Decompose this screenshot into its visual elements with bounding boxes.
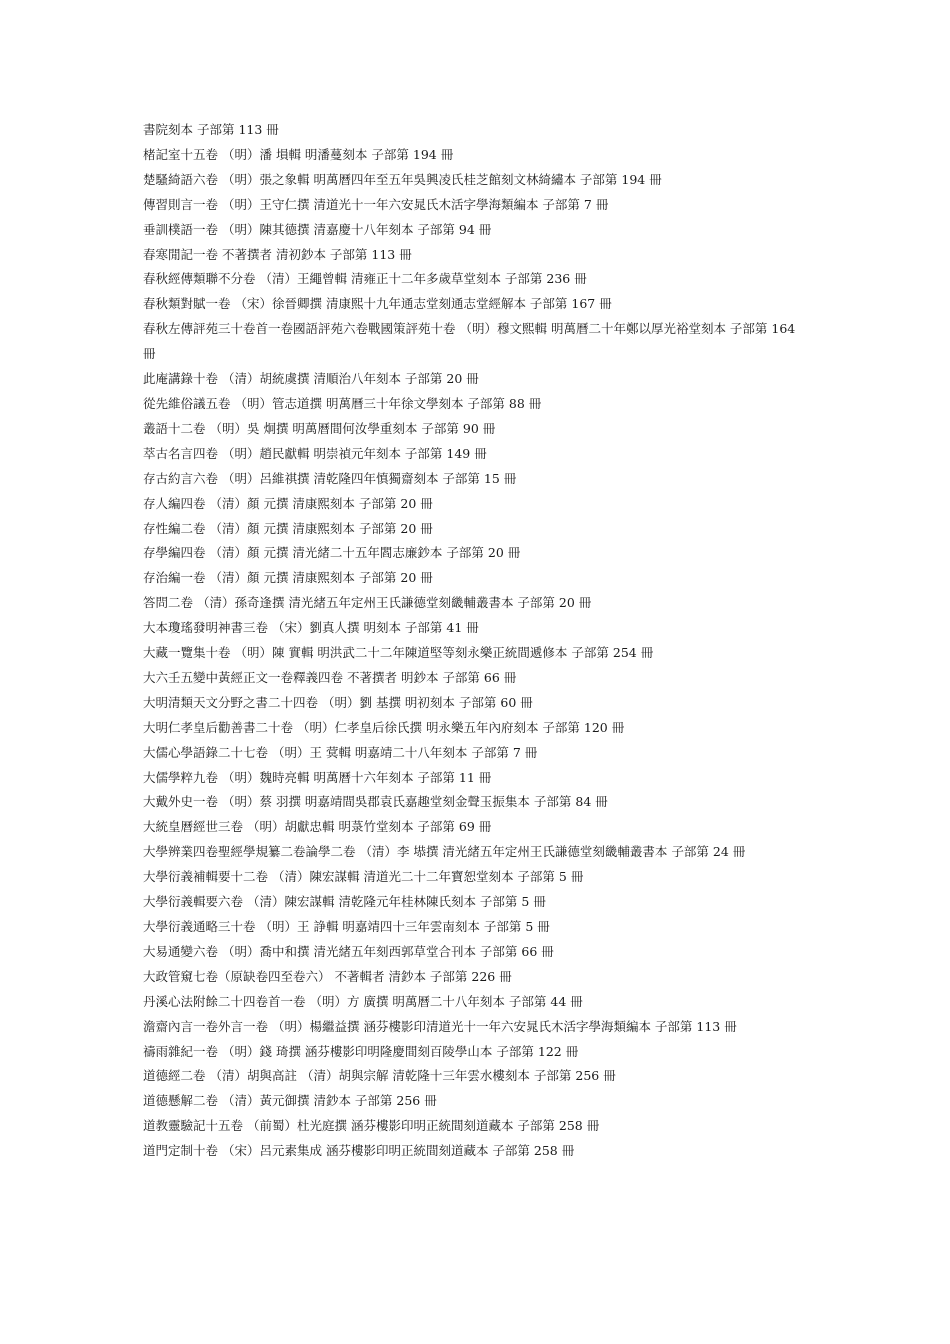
catalog-entry: 從先維俗議五卷 （明）管志道撰 明萬曆三十年徐文學刻本 子部第 88 冊	[143, 395, 542, 411]
catalog-entry: 禱雨雜紀一卷 （明）錢 琦撰 涵芬樓影印明隆慶間刻百陵學山本 子部第 122 冊	[143, 1043, 579, 1059]
catalog-entry: 答問二卷 （清）孫奇逢撰 清光緒五年定州王氏謙德堂刻畿輔叢書本 子部第 20 冊	[143, 595, 592, 611]
catalog-entry: 大六壬五變中黃經正文一卷釋義四卷 不著撰者 明鈔本 子部第 66 冊	[143, 669, 517, 685]
catalog-entry: 春秋經傳類聯不分卷 （清）王繩曾輯 清雍正十二年多歲草堂刻本 子部第 236 冊	[143, 271, 587, 287]
catalog-entry: 大學衍義輯要六卷 （清）陳宏謀輯 清乾隆元年桂林陳氏刻本 子部第 5 冊	[143, 894, 546, 910]
catalog-entry: 大政管窺七卷（原缺卷四至卷六） 不著輯者 清鈔本 子部第 226 冊	[143, 968, 512, 984]
catalog-entry: 丹溪心法附餘二十四卷首一卷 （明）方 廣撰 明萬曆二十八年刻本 子部第 44 冊	[143, 993, 583, 1009]
catalog-entry: 楚騷綺語六卷 （明）張之象輯 明萬曆四年至五年吳興凌氏桂芝館刻文林綺繡本 子部第 194 冊	[143, 171, 662, 187]
catalog-entry: 存性編二卷 （清）顏 元撰 清康熙刻本 子部第 20 冊	[143, 520, 433, 536]
catalog-entry: 大藏一覽集十卷 （明）陳 實輯 明洪武二十二年陳道堅等刻永樂正統間遞修本 子部第 254 冊	[143, 645, 654, 661]
catalog-entry: 存古約言六卷 （明）呂維祺撰 清乾隆四年慎獨齋刻本 子部第 15 冊	[143, 470, 517, 486]
catalog-entry: 大學衍義補輯要十二卷 （清）陳宏謀輯 清道光二十二年寶恕堂刻本 子部第 5 冊	[143, 869, 584, 885]
catalog-entry: 澹齋內言一卷外言一卷 （明）楊繼益撰 涵芬樓影印清道光十一年六安晁氏木活字學海類編本 子部第 113 冊	[143, 1018, 737, 1034]
catalog-entry: 大明清類天文分野之書二十四卷 （明）劉 基撰 明初刻本 子部第 60 冊	[143, 694, 533, 710]
catalog-entry: 大本瓊瑤發明神書三卷 （宋）劉真人撰 明刻本 子部第 41 冊	[143, 620, 479, 636]
catalog-entry: 萃古名言四卷 （明）趙民獻輯 明崇禎元年刻本 子部第 149 冊	[143, 445, 487, 461]
catalog-entry: 道德經二卷 （清）胡與高註 （清）胡與宗解 清乾隆十三年雲水樓刻本 子部第 256 冊	[143, 1068, 616, 1084]
catalog-entry: 道德懸解二卷 （清）黃元御撰 清鈔本 子部第 256 冊	[143, 1093, 437, 1109]
catalog-entry: 存治編一卷 （清）顏 元撰 清康熙刻本 子部第 20 冊	[143, 570, 433, 586]
catalog-entry: 大易通變六卷 （明）喬中和撰 清光緒五年刻西郭草堂合刊本 子部第 66 冊	[143, 943, 554, 959]
catalog-index-page	[143, 118, 811, 1164]
catalog-entry: 傳習則言一卷 （明）王守仁撰 清道光十一年六安晁氏木活字學海類編本 子部第 7 冊	[143, 196, 609, 212]
catalog-entry: 大學辨業四卷聖經學規纂二卷論學二卷 （清）李 塨撰 清光緒五年定州王氏謙德堂刻畿輔叢書本 子部第 24 冊	[143, 844, 746, 860]
catalog-entry: 書院刻本 子部第 113 冊	[143, 122, 279, 137]
catalog-entry: 此庵講錄十卷 （清）胡統虞撰 清順治八年刻本 子部第 20 冊	[143, 371, 479, 387]
catalog-entry: 大儒心學語錄二十七卷 （明）王 蓂輯 明嘉靖二十八年刻本 子部第 7 冊	[143, 744, 538, 760]
catalog-entry: 楮記室十五卷 （明）潘 塤輯 明潘蔓刻本 子部第 194 冊	[143, 146, 454, 162]
catalog-entry: 叢語十二卷 （明）吳 炯撰 明萬曆間何汝學重刻本 子部第 90 冊	[143, 420, 496, 436]
catalog-entry: 存學編四卷 （清）顏 元撰 清光緒二十五年閻志廉鈔本 子部第 20 冊	[143, 545, 521, 561]
catalog-entry: 垂訓樸語一卷 （明）陳其德撰 清嘉慶十八年刻本 子部第 94 冊	[143, 221, 492, 237]
catalog-entry: 大儒學粹九卷 （明）魏時亮輯 明萬曆十六年刻本 子部第 11 冊	[143, 769, 492, 785]
catalog-entry: 春寒閒記一卷 不著撰者 清初鈔本 子部第 113 冊	[143, 246, 412, 262]
catalog-entry: 春秋左傳評苑三十卷首一卷國語評苑六卷戰國策評苑十卷 （明）穆文熙輯 明萬曆二十年鄭以厚光裕堂刻本 子部第 164 冊	[143, 321, 796, 362]
catalog-entry: 大統皇曆經世三卷 （明）胡獻忠輯 明菉竹堂刻本 子部第 69 冊	[143, 819, 492, 835]
catalog-entry: 大明仁孝皇后勸善書二十卷 （明）仁孝皇后徐氏撰 明永樂五年內府刻本 子部第 120 冊	[143, 719, 625, 735]
catalog-entry: 存人編四卷 （清）顏 元撰 清康熙刻本 子部第 20 冊	[143, 495, 433, 511]
catalog-entry: 道門定制十卷 （宋）呂元素集成 涵芬樓影印明正統間刻道藏本 子部第 258 冊	[143, 1143, 575, 1159]
catalog-entry: 春秋類對賦一卷 （宋）徐晉卿撰 清康熙十九年通志堂刻通志堂經解本 子部第 167 冊	[143, 296, 612, 312]
catalog-entry: 大學衍義通略三十卷 （明）王 諍輯 明嘉靖四十三年雲南刻本 子部第 5 冊	[143, 919, 550, 934]
catalog-entry: 道教靈驗記十五卷 （前蜀）杜光庭撰 涵芬樓影印明正統間刻道藏本 子部第 258 冊	[143, 1118, 600, 1134]
catalog-entry: 大戴外史一卷 （明）蔡 羽撰 明嘉靖間吳郡袁氏嘉趣堂刻金聲玉振集本 子部第 84 冊	[143, 794, 608, 810]
